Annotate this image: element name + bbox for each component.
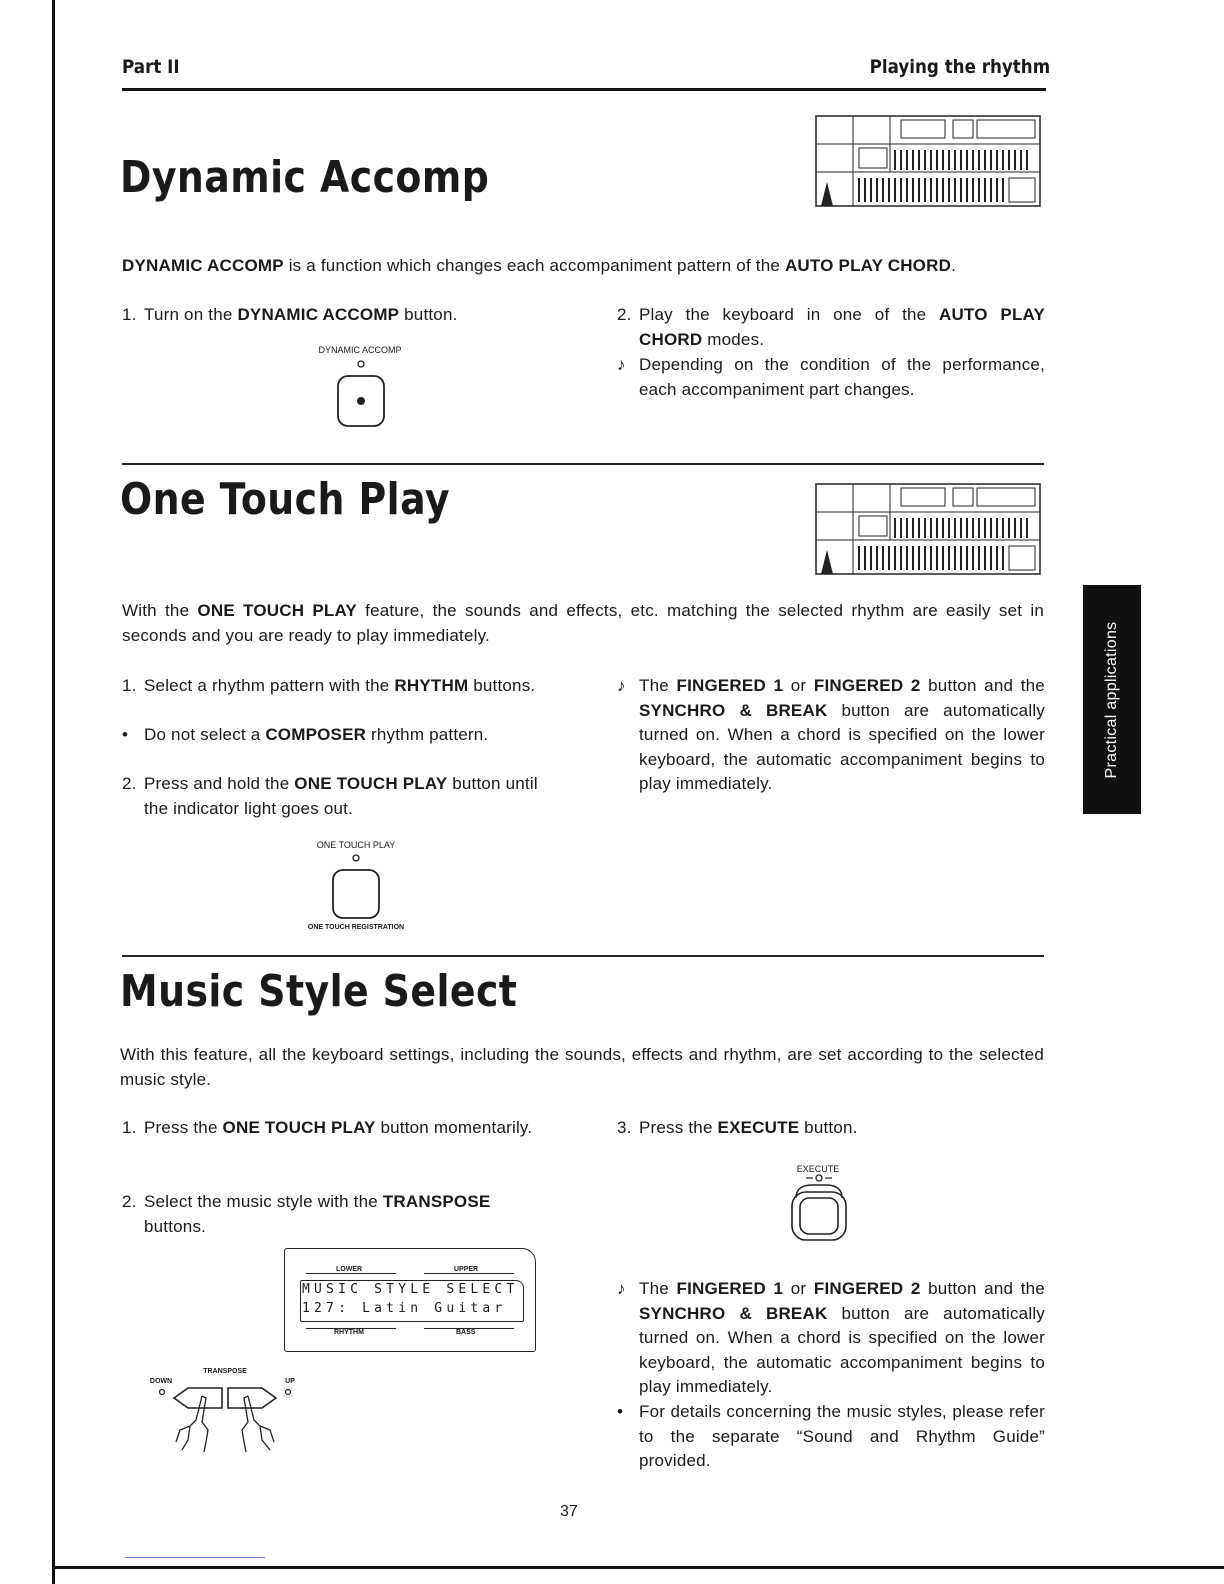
dynamic-accomp-note: [617, 353, 1045, 402]
transpose-down-button[interactable]: [174, 1388, 222, 1408]
bullet-bold: COMPOSER: [265, 725, 367, 744]
bullet-icon: •: [122, 725, 129, 744]
control-panel-icon: [815, 482, 1043, 578]
section-rule: [122, 955, 1044, 957]
step-number: 1.: [122, 305, 137, 324]
lcd-display: [284, 1248, 536, 1352]
step-bold: ONE TOUCH PLAY: [294, 774, 448, 793]
one-touch-play-note: [617, 674, 1045, 797]
step-text: Play the keyboard in one of the: [639, 305, 940, 324]
note-bold: FINGERED 1: [676, 676, 784, 695]
lcd-label-lower: LOWER: [336, 1266, 363, 1273]
intro-text-2: .: [951, 256, 956, 275]
side-tab: [1083, 585, 1141, 814]
note-text: Depending on the condition of the performance, each accompaniment part changes.: [639, 355, 1045, 399]
music-style-select-intro: With this feature, all the keyboard settings, including the sounds, effects and rhythm, are set according to the selected music style.: [120, 1045, 1044, 1089]
bullet-text: Do not select a: [144, 725, 266, 744]
step-text: Press the: [639, 1118, 718, 1137]
note-text: button and the: [920, 1279, 1045, 1298]
one-touch-play-button[interactable]: [328, 852, 384, 922]
execute-button[interactable]: [788, 1172, 850, 1244]
step-number: 1.: [122, 676, 137, 695]
step-text: button.: [799, 1118, 858, 1137]
step-number: 2.: [122, 1192, 137, 1211]
step-text: Select the music style with the: [144, 1192, 383, 1211]
intro-bold-2: AUTO PLAY CHORD: [784, 256, 952, 275]
music-style-step-1: [122, 1116, 552, 1141]
one-touch-registration-label: ONE TOUCH REGISTRATION: [307, 924, 405, 931]
music-style-step-2: [122, 1190, 552, 1239]
lcd-rule: [424, 1273, 514, 1274]
title-one-touch-play: One Touch Play: [120, 474, 450, 525]
step-bold: EXECUTE: [717, 1118, 800, 1137]
note-bold: FINGERED 1: [676, 1279, 784, 1298]
note-text: button are automatically turned on. When a chord is specified on the lower keyboard, the automatic accompaniment begins to play immediately.: [639, 700, 1045, 793]
header-part: Part II: [122, 56, 180, 78]
side-tab-label: Practical applications: [1103, 621, 1120, 778]
lcd-label-bass: BASS: [456, 1329, 476, 1336]
step-bold: DYNAMIC ACCOMP: [237, 305, 400, 324]
note-bold: FINGERED 2: [813, 1279, 921, 1298]
note-text: The: [639, 1279, 677, 1298]
intro-text-2: feature, the sounds and effects, etc. matching the selected rhythm are easily set in seconds and you are ready to play immediately.: [122, 601, 1044, 645]
lcd-label-rhythm: RHYTHM: [334, 1329, 364, 1336]
note-text: or: [783, 1279, 814, 1298]
one-touch-play-button-label: ONE TOUCH PLAY: [316, 840, 396, 850]
music-style-step-3: [617, 1116, 1045, 1141]
header-section: Playing the rhythm: [869, 56, 1050, 78]
step-bold: AUTO PLAY CHORD: [639, 305, 1045, 349]
note-bold: SYNCHRO & BREAK: [639, 700, 828, 720]
title-music-style-select: Music Style Select: [120, 966, 518, 1017]
lcd-line-2: 127: Latin Guitar: [302, 1301, 507, 1316]
note-icon: ♪: [617, 676, 626, 695]
control-panel-icon: [815, 114, 1043, 210]
one-touch-play-intro: [122, 599, 1044, 648]
step-text: modes.: [702, 329, 765, 349]
bullet-icon: •: [617, 1402, 624, 1421]
note-text: button and the: [920, 676, 1045, 695]
step-text: buttons.: [468, 676, 536, 695]
dynamic-accomp-step-1: [122, 303, 552, 328]
transpose-up-button[interactable]: [228, 1388, 276, 1408]
scan-edge-bottom: [52, 1566, 1224, 1569]
note-text: button are automatically turned on. When a chord is specified on the lower keyboard, the automatic accompaniment begins to play immediately.: [639, 1303, 1045, 1396]
step-bold: TRANSPOSE: [382, 1192, 491, 1211]
bullet-text: For details concerning the music styles, please refer to the separate “Sound and Rhythm Guide” provided.: [639, 1402, 1045, 1470]
execute-label: EXECUTE: [796, 1164, 840, 1174]
intro-bold-1: ONE TOUCH PLAY: [197, 601, 357, 620]
note-text: The: [639, 676, 677, 695]
intro-text-1: is a function which changes each accompaniment pattern of the: [283, 256, 785, 275]
transpose-down-label: DOWN: [149, 1378, 173, 1385]
bullet-text: rhythm pattern.: [366, 725, 489, 744]
scan-edge-left: [52, 0, 55, 1584]
page-number: 37: [560, 1503, 578, 1520]
note-bold: SYNCHRO & BREAK: [639, 1303, 828, 1323]
step-text: buttons.: [144, 1216, 207, 1236]
music-style-note: [617, 1277, 1045, 1400]
step-number: 2.: [122, 774, 137, 793]
step-number: 3.: [617, 1118, 632, 1137]
step-text: button momentarily.: [375, 1118, 533, 1137]
lcd-rule: [306, 1273, 396, 1274]
scan-edge-mark: [125, 1557, 265, 1558]
transpose-label: TRANSPOSE: [203, 1368, 247, 1375]
one-touch-play-step-1: [122, 674, 552, 699]
transpose-up-label: UP: [285, 1378, 295, 1385]
step-text: Press the: [144, 1118, 223, 1137]
intro-text-1: With the: [122, 601, 198, 620]
lcd-line-1: MUSIC STYLE SELECT: [302, 1282, 519, 1297]
lcd-label-upper: UPPER: [454, 1266, 479, 1273]
note-icon: ♪: [617, 355, 626, 374]
title-dynamic-accomp: Dynamic Accomp: [120, 152, 490, 203]
note-text: or: [783, 676, 814, 695]
header-rule: [122, 88, 1046, 91]
dynamic-accomp-step-2: [617, 303, 1045, 352]
music-style-bullet: [617, 1400, 1045, 1474]
step-bold: RHYTHM: [394, 676, 469, 695]
one-touch-play-step-2: [122, 772, 552, 821]
step-number: 1.: [122, 1118, 137, 1137]
dynamic-accomp-button-label: DYNAMIC ACCOMP: [318, 345, 402, 355]
step-text: Press and hold the: [144, 774, 295, 793]
step-bold: ONE TOUCH PLAY: [222, 1118, 376, 1137]
step-text: button.: [399, 305, 458, 324]
section-rule: [122, 463, 1044, 465]
step-text: button until the indicator light goes out.: [144, 774, 538, 818]
step-number: 2.: [617, 305, 632, 324]
dynamic-accomp-button[interactable]: [333, 358, 389, 430]
intro-bold-1: DYNAMIC ACCOMP: [122, 256, 284, 275]
transpose-buttons: [150, 1380, 300, 1456]
step-text: Turn on the: [144, 305, 238, 324]
dynamic-accomp-intro: [122, 254, 1046, 279]
note-icon: ♪: [617, 1279, 626, 1298]
note-bold: FINGERED 2: [813, 676, 921, 695]
one-touch-play-bullet: [122, 723, 552, 748]
step-text: Select a rhythm pattern with the: [144, 676, 395, 695]
